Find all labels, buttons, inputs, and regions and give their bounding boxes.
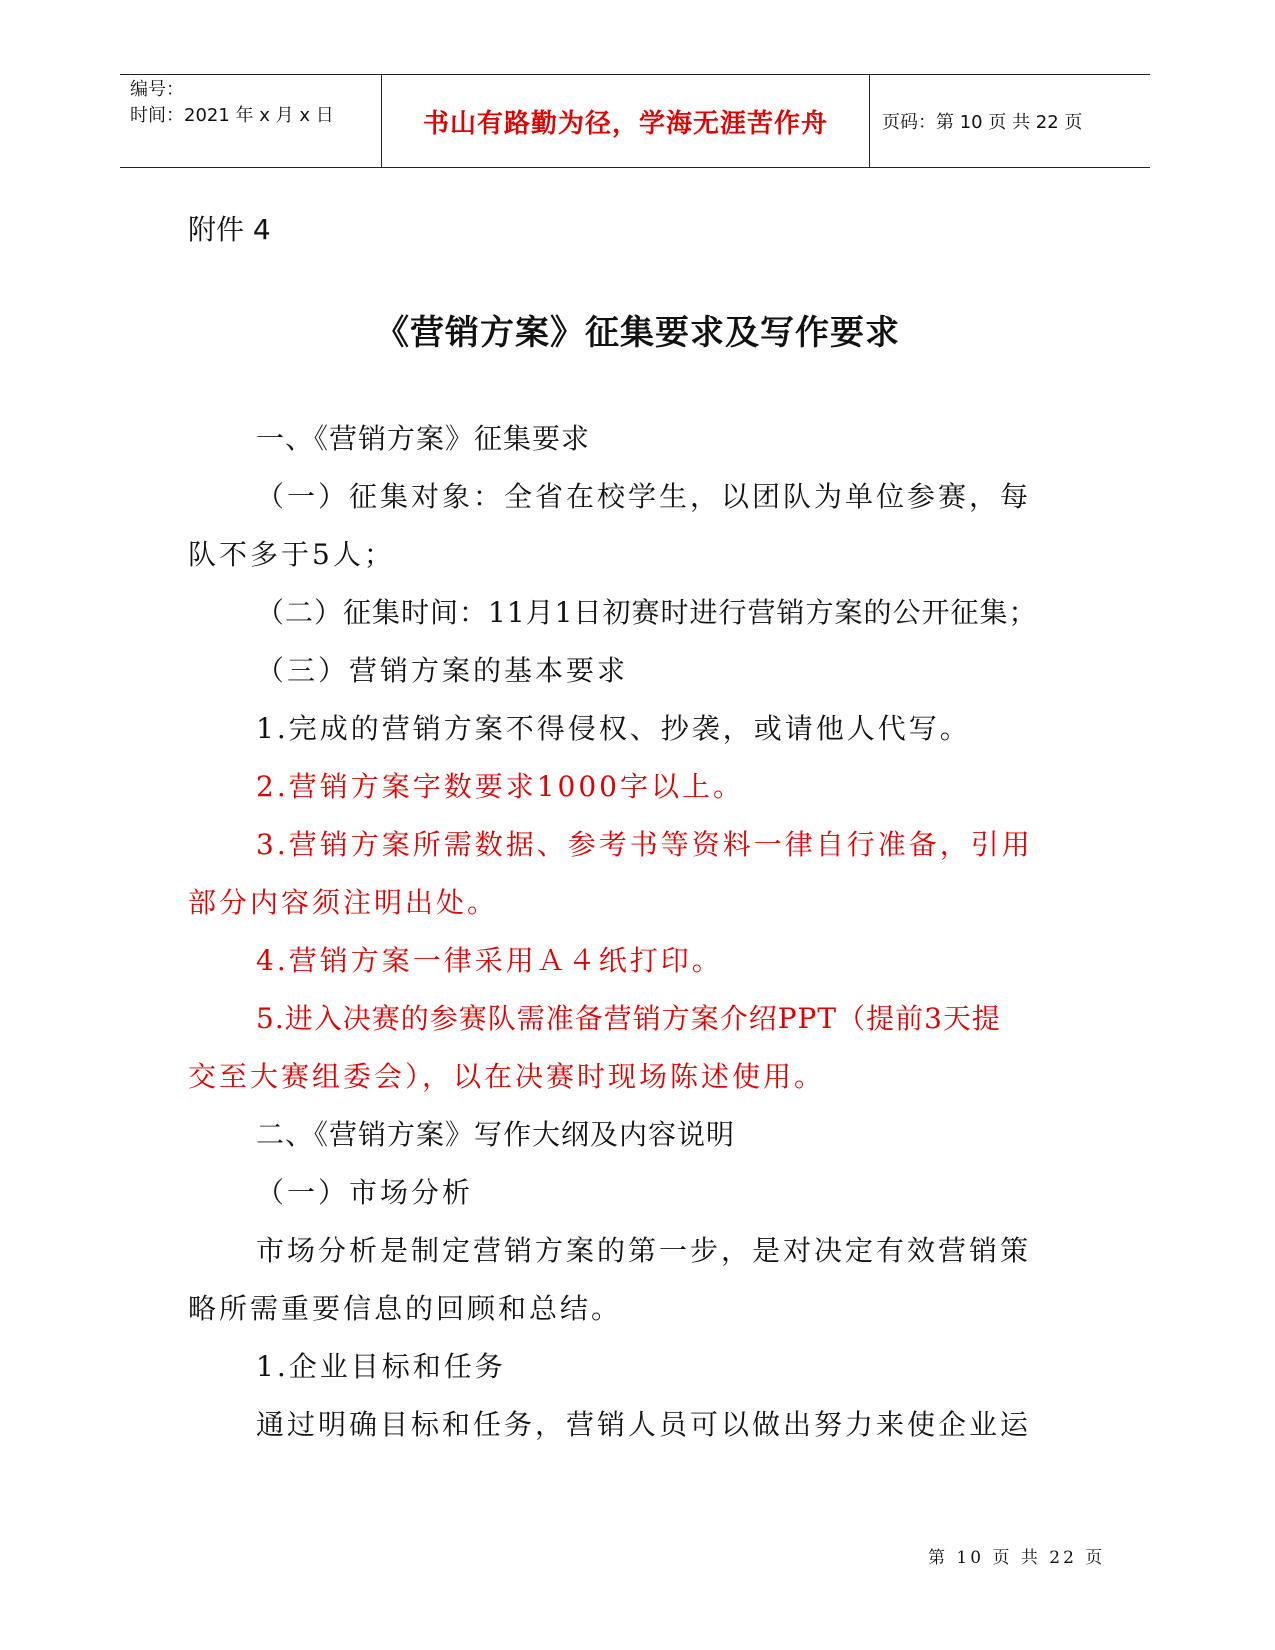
header-motto: 书山有路勤为径，学海无涯苦作舟	[382, 75, 870, 167]
document-body	[188, 410, 1088, 1454]
page-footer: 第 10 页 共 22 页	[928, 1548, 1106, 1568]
attachment-label: 附件 4	[188, 213, 271, 246]
requirement-item-1: 1.完成的营销方案不得侵权、抄袭，或请他人代写。	[256, 712, 971, 745]
requirement-item-2: 2.营销方案字数要求1000字以上。	[256, 770, 744, 803]
section-heading-2: 二、《营销方案》写作大纲及内容说明	[256, 1118, 736, 1151]
section-heading-1: 一、《营销方案》征集要求	[256, 422, 591, 455]
paragraph: （二）征集时间：11月1日初赛时进行营销方案的公开征集；	[256, 596, 1038, 629]
serial-number-label: 编号：	[130, 79, 184, 100]
page-header	[120, 74, 1150, 168]
time-label: 时间：2021 年 x 月 x 日	[130, 105, 334, 126]
requirement-item-5: 5.进入决赛的参赛队需准备营销方案介绍PPT（提前3天提	[256, 1002, 1001, 1035]
paragraph: 通过明确目标和任务，营销人员可以做出努力来使企业运	[256, 1408, 1032, 1441]
paragraph: （一）征集对象：全省在校学生，以团队为单位参赛，每	[256, 480, 1032, 513]
requirement-item-3: 3.营销方案所需数据、参考书等资料一律自行准备，引用	[256, 828, 1033, 861]
paragraph: 略所需重要信息的回顾和总结。	[188, 1292, 623, 1325]
paragraph: 队不多于5人；	[188, 538, 395, 571]
header-page-info: 页码：第 10 页 共 22 页	[882, 112, 1083, 133]
requirement-item-3-cont: 部分内容须注明出处。	[188, 886, 499, 919]
paragraph: 1.企业目标和任务	[256, 1350, 506, 1383]
subsection-heading: （一）市场分析	[256, 1176, 474, 1209]
requirement-item-5-cont: 交至大赛组委会），以在决赛时现场陈述使用。	[188, 1060, 826, 1093]
header-meta	[120, 75, 382, 167]
document-title: 《营销方案》征集要求及写作要求	[375, 313, 900, 353]
paragraph: （三）营销方案的基本要求	[256, 654, 629, 687]
paragraph: 市场分析是制定营销方案的第一步，是对决定有效营销策	[256, 1234, 1032, 1267]
requirement-item-4: 4.营销方案一律采用Ａ４纸打印。	[256, 944, 723, 977]
